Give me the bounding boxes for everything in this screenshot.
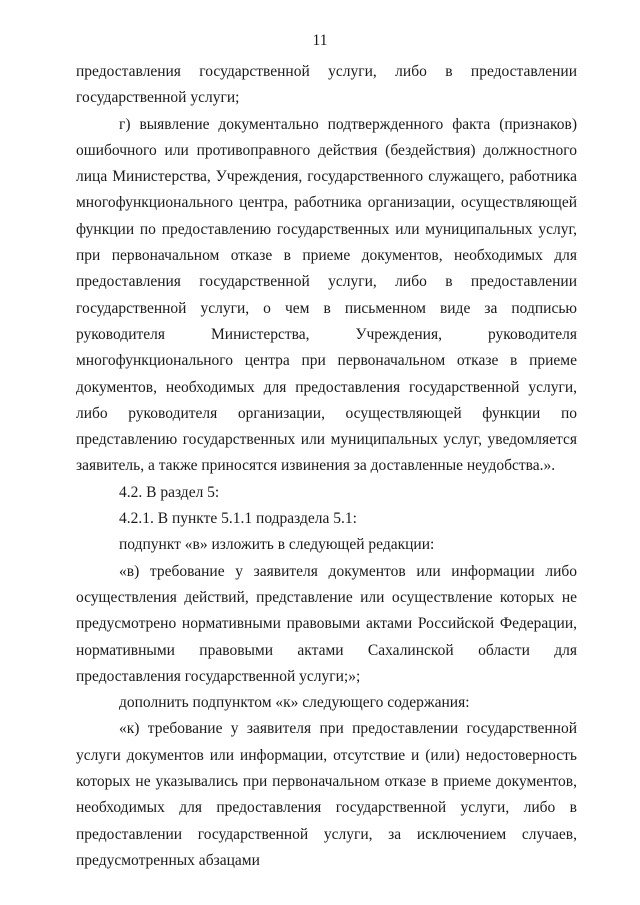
paragraph-section-4-2: 4.2. В раздел 5: — [119, 483, 220, 501]
paragraph-subitem-k-text: «к) требование у заявителя при предоставлении государственной услуги документов или информации, отсутствие и (или) недостоверность которых не указывались при первоначальном отказе в приеме документов, необходимых для предоставления государственной услуги, либо в предоставлении государственной услуги, за исключением случаев, предусмотренных абзацами — [76, 720, 577, 869]
paragraph-continuation: предоставления государственной услуги, либо в предоставлении государственной услуги; — [76, 63, 577, 107]
paragraph-subitem-v-instruction: подпункт «в» изложить в следующей редакции: — [119, 536, 435, 554]
paragraph-subitem-k-instruction: дополнить подпунктом «к» следующего содержания: — [119, 694, 470, 712]
document-body — [76, 59, 577, 874]
paragraph-item-g: г) выявление документально подтвержденного факта (признаков) ошибочного или противоправного действия (бездействия) должностного лица Министерства, Учреждения, государственного служащего, работника многофункционального центра, работника организации, осуществляющей функции по предоставлению государственных или муниципальных услуг, при первоначальном отказе в приеме документов, необходимых для предоставления государственной услуги, либо в предоставлении государственной услуги, о чем в письменном виде за подписью руководителя Министерства, Учреждения, руководителя многофункционального центра при первоначальном отказе в приеме документов, необходимых для предоставления государственной услуги, либо руководителя организации, осуществляющей функции по представлению государственных или муниципальных услуг, уведомляется заявитель, а также приносятся извинения за доставленные неудобства.». — [76, 115, 577, 475]
paragraph-subitem-v-text: «в) требование у заявителя документов или информации либо осуществления действий, представление или осуществление которых не предусмотрено нормативными правовыми актами Российской Федерации, нормативными правовыми актами Сахалинской области для предоставления государственной услуги;»; — [76, 562, 577, 685]
paragraph-section-4-2-1: 4.2.1. В пункте 5.1.1 подраздела 5.1: — [119, 510, 357, 528]
page-number: 11 — [312, 32, 328, 49]
